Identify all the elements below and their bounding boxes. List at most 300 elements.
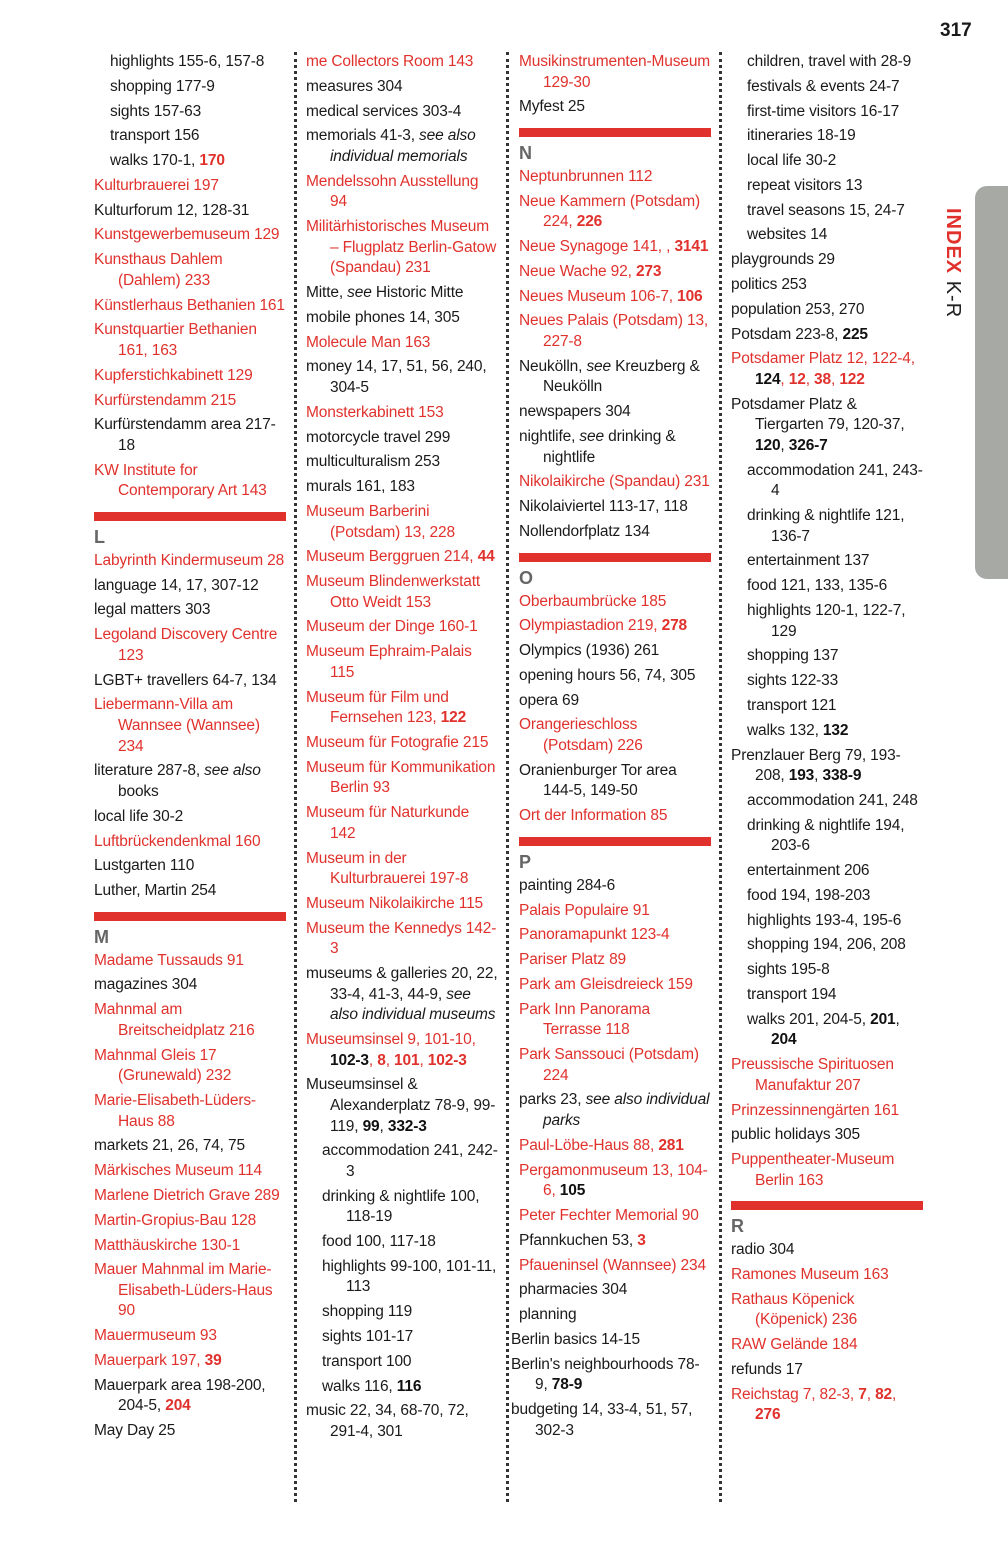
entry-text: entertainment 206 <box>747 862 870 880</box>
entry-text: Potsdamer Platz & Tiergarten 79, 120-37, <box>731 395 905 434</box>
entry-text: Neues Museum 106-7, <box>519 287 678 305</box>
entry-text: Park Inn Panorama Terrasse 118 <box>519 1000 650 1039</box>
page-ref-highlight: 38 <box>814 370 831 388</box>
index-entry <box>94 1091 286 1132</box>
entry-text: parks 23, <box>519 1091 586 1109</box>
entry-text: Potsdamer Platz 12, 122-4, <box>731 350 915 368</box>
index-subentry <box>731 985 923 1006</box>
entry-text: Marlene Dietrich Grave 289 <box>94 1186 280 1204</box>
section-letter: R <box>731 1216 744 1237</box>
entry-text: Mauerpark area 198-200, 204-5, <box>94 1376 266 1415</box>
entry-italic: see <box>347 284 372 302</box>
entry-text: food 100, 117-18 <box>322 1233 436 1251</box>
page-ref-highlight: 7 <box>858 1385 867 1403</box>
index-subentry <box>731 576 923 597</box>
page-ref-highlight: 101 <box>394 1051 420 1069</box>
entry-text: accommodation 241, 242-3 <box>322 1142 498 1180</box>
index-subentry <box>731 151 923 172</box>
index-entry <box>519 641 711 662</box>
entry-italic: see <box>579 428 604 445</box>
section-rule <box>731 1201 923 1210</box>
entry-text: websites 14 <box>747 226 828 244</box>
page-ref-bold: 326-7 <box>788 436 828 454</box>
section-rule <box>519 553 711 562</box>
entry-text: markets 21, 26, 74, 75 <box>94 1137 245 1155</box>
index-entry <box>306 617 498 638</box>
entry-text: Museumsinsel & Alexanderplatz 78-9, 99-119, <box>306 1076 496 1135</box>
entry-text: Olympiastadion 219, <box>519 617 662 635</box>
entry-text: RAW Gelände 184 <box>731 1336 858 1354</box>
index-entry <box>731 325 923 346</box>
index-entry <box>306 126 498 167</box>
entry-text: local life 30-2 <box>747 152 837 170</box>
entry-text: Pariser Platz 89 <box>519 951 627 969</box>
page-ref-highlight: 39 <box>204 1352 222 1370</box>
index-entry <box>519 311 711 352</box>
entry-text: Historic Mitte <box>371 284 464 302</box>
entry-text: Kulturforum 12, 128-31 <box>94 201 250 219</box>
page-ref-bold: 332-3 <box>387 1117 427 1135</box>
entry-text: transport 121 <box>747 696 837 714</box>
entry-text: me Collectors Room 143 <box>306 53 474 70</box>
index-entry <box>94 832 286 853</box>
entry-text: nightlife, <box>519 428 580 445</box>
entry-text: , <box>895 1010 900 1028</box>
index-entry <box>306 52 498 73</box>
entry-text: Nollendorfplatz 134 <box>519 522 650 540</box>
entry-text: food 121, 133, 135-6 <box>747 577 888 595</box>
index-entry <box>519 806 711 827</box>
index-entry <box>94 201 286 222</box>
index-subentry <box>731 671 923 692</box>
index-entry <box>94 225 286 246</box>
index-entry <box>94 625 286 666</box>
entry-text: Panoramapunkt 123-4 <box>519 926 670 944</box>
index-entry <box>519 761 711 802</box>
entry-text: Museum the Kennedys 142-3 <box>306 919 497 958</box>
entry-text: shopping 119 <box>322 1303 413 1321</box>
section-header <box>94 912 286 947</box>
index-subentry <box>731 506 923 547</box>
entry-text: Mauermuseum 93 <box>94 1327 217 1345</box>
entry-text: KW Institute for Contemporary Art 143 <box>94 461 267 500</box>
entry-text: walks 132, <box>747 721 823 739</box>
index-entry <box>306 803 498 844</box>
entry-text: , <box>385 1051 395 1069</box>
index-entry <box>731 1265 923 1286</box>
index-subentry <box>94 52 286 73</box>
index-entry <box>94 1351 286 1372</box>
index-entry <box>306 502 498 543</box>
index-entry <box>519 616 711 637</box>
entry-text: Peter Fechter Memorial 90 <box>519 1206 699 1224</box>
index-subentry <box>94 102 286 123</box>
index-entry <box>519 592 711 613</box>
index-entry <box>94 296 286 317</box>
index-entry <box>519 691 711 712</box>
entry-text: Orangerieschloss (Potsdam) 226 <box>519 716 643 755</box>
entry-text: Liebermann-Villa am Wannsee (Wannsee) 234 <box>94 696 260 755</box>
index-entry <box>731 1101 923 1122</box>
index-entry <box>519 1090 711 1131</box>
page-ref-highlight: 281 <box>658 1136 684 1154</box>
entry-text: memorials 41-3, <box>306 127 420 145</box>
index-entry <box>519 97 711 118</box>
page-ref-bold: 204 <box>771 1031 797 1049</box>
index-entry <box>519 901 711 922</box>
entry-text: drinking & nightlife 194, 203-6 <box>747 816 905 855</box>
section-header <box>519 837 711 872</box>
entry-text: highlights 99-100, 101-11, 113 <box>322 1257 497 1296</box>
section-header <box>94 512 286 547</box>
entry-text: legal matters 303 <box>94 601 211 619</box>
section-rule <box>519 128 711 137</box>
entry-italic: see also <box>204 762 261 780</box>
index-entry <box>519 402 711 423</box>
index-entry <box>306 849 498 890</box>
entry-text: sights 101-17 <box>322 1328 414 1346</box>
index-entry <box>94 1326 286 1347</box>
index-subentry <box>306 1232 498 1253</box>
entry-text: , <box>780 436 789 454</box>
index-entry <box>306 452 498 473</box>
index-entry <box>94 391 286 412</box>
entry-text: Berlin basics 14-15 <box>511 1330 640 1348</box>
page-ref-highlight: 3 <box>637 1231 646 1249</box>
index-entry <box>94 366 286 387</box>
index-entry <box>306 1401 498 1442</box>
index-entry <box>519 1000 711 1041</box>
page-ref-bold: 116 <box>396 1377 422 1395</box>
index-entry <box>519 287 711 308</box>
index-subentry <box>731 551 923 572</box>
entry-text: Monsterkabinett 153 <box>306 403 444 421</box>
page-ref-highlight: 204 <box>165 1397 191 1415</box>
entry-text: sights 122-33 <box>747 672 839 690</box>
index-entry <box>519 167 711 188</box>
entry-text: measures 304 <box>306 77 403 95</box>
section-letter: L <box>94 526 105 547</box>
entry-text: , <box>805 370 815 388</box>
entry-text: Kunstquartier Bethanien 161, 163 <box>94 321 257 359</box>
page-ref-bold: 338-9 <box>822 767 862 785</box>
entry-text: Museum Nikolaikirche 115 <box>306 894 484 912</box>
index-entry <box>519 1045 711 1086</box>
entry-text: , <box>830 370 840 388</box>
index-entry <box>306 403 498 424</box>
entry-text: planning <box>519 1306 577 1324</box>
entry-text: motorcycle travel 299 <box>306 428 451 446</box>
entry-text: sights 195-8 <box>747 961 830 979</box>
entry-text: drinking & nightlife <box>543 428 676 466</box>
index-entry <box>94 1236 286 1257</box>
entry-text: Museum für Fotografie 215 <box>306 733 489 751</box>
index-subentry <box>731 960 923 981</box>
entry-italic: see <box>586 357 611 375</box>
entry-text: Neue Synagoge 141, <box>519 238 667 256</box>
entry-text: Museum für Naturkunde 142 <box>306 804 470 842</box>
entry-text: radio 304 <box>731 1241 795 1259</box>
entry-text: Palais Populaire 91 <box>519 901 650 919</box>
index-entry <box>94 320 286 361</box>
index-entry <box>94 415 286 456</box>
page-ref-highlight: 278 <box>661 617 688 635</box>
index-entry <box>94 975 286 996</box>
entry-text: Museumsinsel 9, 101-10, <box>306 1031 476 1048</box>
index-entry <box>519 357 711 398</box>
index-subentry <box>731 601 923 642</box>
index-subentry <box>731 721 923 742</box>
page-ref-highlight: 122 <box>440 709 467 727</box>
entry-text: Mauerpark 197, <box>94 1352 205 1370</box>
entry-text: , <box>780 370 789 388</box>
index-entry <box>519 925 711 946</box>
index-entry <box>94 951 286 972</box>
index-entry <box>306 283 498 304</box>
entry-text: painting 284-6 <box>519 876 616 894</box>
index-entry <box>731 1240 923 1261</box>
index-subentry <box>306 1257 498 1298</box>
entry-text: Künstlerhaus Bethanien 161 <box>94 296 285 314</box>
entry-text: Luther, Martin 254 <box>94 882 217 900</box>
page-ref-highlight: 276 <box>755 1406 781 1424</box>
index-entry <box>94 600 286 621</box>
section-header <box>519 553 711 588</box>
entry-text: Ort der Information 85 <box>519 807 668 825</box>
page-ref-highlight: 226 <box>576 213 603 231</box>
entry-text: Museum für Kommunikation Berlin 93 <box>306 758 496 797</box>
index-entry <box>519 1231 711 1252</box>
index-entry <box>306 308 498 329</box>
entry-text: Kurfürstendamm area 217-18 <box>94 416 276 454</box>
entry-text: Museum in der Kulturbrauerei 197-8 <box>306 849 469 888</box>
entry-text: politics 253 <box>731 276 807 294</box>
entry-text: Neues Palais (Potsdam) 13, 227-8 <box>519 312 709 351</box>
index-entry <box>94 176 286 197</box>
entry-text: Mauer Mahnmal im Marie-Elisabeth-Lüders-Haus 90 <box>94 1261 273 1320</box>
entry-text: Neue Kammern (Potsdam) 224, <box>519 192 701 231</box>
entry-text: , <box>866 1385 876 1403</box>
index-column-2 <box>306 52 498 1447</box>
entry-text: Nikolaikirche (Spandau) 231 <box>519 473 710 491</box>
entry-text: opening hours 56, 74, 305 <box>519 666 696 684</box>
entry-text: Museum der Dinge 160-1 <box>306 618 478 636</box>
section-tab-label <box>940 208 964 328</box>
index-subentry <box>731 225 923 246</box>
index-entry <box>94 250 286 291</box>
index-entry <box>519 715 711 756</box>
index-subentry <box>731 696 923 717</box>
page-ref-bold: 99 <box>362 1117 380 1135</box>
index-subentry <box>731 52 923 73</box>
index-entry <box>306 894 498 915</box>
entry-text: Prenzlauer Berg 79, 193-208, <box>731 746 901 785</box>
entry-text: LGBT+ travellers 64-7, 134 <box>94 671 277 689</box>
entry-italic: see also individual memorials <box>330 127 476 165</box>
index-entry <box>519 950 711 971</box>
entry-italic: see also individual museums <box>330 985 496 1024</box>
entry-text: children, travel with 28-9 <box>747 53 912 70</box>
page-ref-highlight: 122 <box>839 370 865 388</box>
tab-range-label: K-R <box>942 280 964 319</box>
entry-text: mobile phones 14, 305 <box>306 308 460 326</box>
index-entry <box>519 472 711 493</box>
index-entry <box>519 192 711 233</box>
entry-text: magazines 304 <box>94 976 198 994</box>
entry-text: museums & galleries 20, 22, 33-4, 41-3, 44-9, <box>306 965 498 1003</box>
index-entry <box>94 461 286 502</box>
index-subentry <box>94 126 286 147</box>
entry-text: Matthäuskirche 130-1 <box>94 1236 241 1254</box>
entry-text: Martin-Gropius-Bau 128 <box>94 1211 257 1229</box>
index-entry <box>94 807 286 828</box>
index-entry <box>731 1290 923 1331</box>
entry-text: , <box>666 238 675 256</box>
section-header <box>731 1201 923 1236</box>
index-entry <box>519 975 711 996</box>
index-entry <box>731 300 923 321</box>
index-entry <box>94 671 286 692</box>
tab-index-label: INDEX <box>942 208 964 275</box>
entry-text: , <box>368 1051 378 1069</box>
entry-text: first-time visitors 16-17 <box>747 102 900 120</box>
index-entry <box>519 1305 711 1326</box>
entry-text: music 22, 34, 68-70, 72, 291-4, 301 <box>306 1402 469 1440</box>
index-entry <box>306 102 498 123</box>
entry-text: Neue Wache 92, <box>519 262 636 280</box>
index-subentry <box>306 1302 498 1323</box>
entry-italic: see also individual parks <box>543 1091 710 1130</box>
index-column-4 <box>731 52 923 1430</box>
entry-text: , <box>379 1117 388 1135</box>
entry-text: food 194, 198-203 <box>747 886 871 904</box>
index-entry <box>306 642 498 683</box>
index-column-3 <box>511 52 711 1445</box>
index-entry <box>731 1335 923 1356</box>
section-letter: M <box>94 926 109 947</box>
entry-text: Luftbrückendenkmal 160 <box>94 832 261 850</box>
entry-text: Puppentheater-Museum Berlin 163 <box>731 1151 895 1189</box>
entry-text: population 253, 270 <box>731 300 865 318</box>
index-entry <box>94 1161 286 1182</box>
entry-text: budgeting 14, 33-4, 51, 57, 302-3 <box>511 1401 693 1439</box>
entry-text: Museum Blindenwerkstatt Otto Weidt 153 <box>306 573 481 611</box>
entry-text: newspapers 304 <box>519 403 631 421</box>
entry-text: drinking & nightlife 121, 136-7 <box>747 507 905 545</box>
entry-text: Musikinstrumenten-Museum 129-30 <box>519 53 711 91</box>
entry-text: walks 116, <box>322 1377 397 1395</box>
page-ref-bold: 132 <box>822 721 849 739</box>
entry-text: Museum Ephraim-Palais 115 <box>306 643 472 681</box>
entry-text: Prinzessinnengärten 161 <box>731 1101 900 1119</box>
page-ref-bold: 124 <box>755 370 781 388</box>
index-subentry <box>731 102 923 123</box>
entry-text: Pergamonmuseum 13, 104-6, <box>519 1161 708 1200</box>
index-subentry <box>731 461 923 502</box>
entry-text: Pfaueninsel (Wannsee) 234 <box>519 1256 706 1274</box>
index-entry <box>306 333 498 354</box>
index-subentry <box>731 1010 923 1051</box>
entry-text: Rathaus Köpenick (Köpenick) 236 <box>731 1290 858 1329</box>
index-entry <box>306 964 498 1026</box>
column-divider <box>294 52 297 1502</box>
entry-text: travel seasons 15, 24-7 <box>747 201 905 219</box>
index-entry <box>306 477 498 498</box>
index-subentry <box>306 1352 498 1373</box>
index-entry <box>94 881 286 902</box>
entry-text: itineraries 18-19 <box>747 127 856 145</box>
index-entry <box>519 876 711 897</box>
index-entry <box>94 761 286 802</box>
index-entry <box>731 1125 923 1146</box>
entry-text: transport 194 <box>747 985 837 1003</box>
entry-text: highlights 120-1, 122-7, 129 <box>747 602 906 640</box>
page-ref-highlight: 170 <box>199 152 225 170</box>
entry-text: Legoland Discovery Centre 123 <box>94 626 278 664</box>
entry-text: refunds 17 <box>731 1360 803 1378</box>
section-header <box>519 128 711 163</box>
entry-text: Museum für Film und Fernsehen 123, <box>306 688 449 727</box>
entry-text: Kunsthaus Dahlem (Dahlem) 233 <box>94 251 223 289</box>
page-ref-highlight: 3 <box>674 238 683 256</box>
entry-text: Militärhistorisches Museum – Flugplatz Berlin-Gatow (Spandau) 231 <box>306 218 497 277</box>
index-entry <box>94 1260 286 1322</box>
entry-text: Oberbaumbrücke 185 <box>519 592 667 610</box>
index-subentry <box>511 1355 711 1396</box>
entry-text: Kunstgewerbemuseum 129 <box>94 226 280 244</box>
page-ref-highlight: 106 <box>677 287 703 305</box>
index-entry <box>519 1256 711 1277</box>
entry-text: Preussische Spirituosen Manufaktur 207 <box>731 1056 894 1094</box>
index-entry <box>731 395 923 457</box>
entry-text: Molecule Man 163 <box>306 333 431 351</box>
page-ref-bold: 78-9 <box>551 1376 583 1394</box>
index-subentry <box>731 126 923 147</box>
entry-text: shopping 177-9 <box>110 77 215 95</box>
entry-text: Museum Berggruen 214, <box>306 548 478 566</box>
index-entry <box>306 572 498 613</box>
page-ref-highlight: 82 <box>875 1385 893 1403</box>
page-ref-bold: 102-3 <box>330 1051 369 1069</box>
index-subentry <box>94 77 286 98</box>
index-entry <box>306 217 498 279</box>
entry-text: Oranienburger Tor area 144-5, 149-50 <box>519 761 677 800</box>
entry-text: Reichstag 7, 82-3, <box>731 1385 859 1403</box>
page-number: 317 <box>940 20 972 41</box>
column-divider <box>506 52 509 1502</box>
entry-text: Park Sanssouci (Potsdam) 224 <box>519 1046 699 1084</box>
entry-text: Mahnmal Gleis 17 (Grunewald) 232 <box>94 1046 232 1085</box>
index-entry <box>306 733 498 754</box>
index-entry <box>94 1376 286 1417</box>
index-entry <box>519 262 711 283</box>
entry-text: Myfest 25 <box>519 98 585 116</box>
entry-text: Neukölln, <box>519 357 587 375</box>
page-ref-bold: 120 <box>755 436 781 454</box>
entry-text: Neptunbrunnen 112 <box>519 167 653 185</box>
index-entry <box>94 1421 286 1442</box>
index-entry <box>731 250 923 271</box>
index-entry <box>94 695 286 757</box>
entry-text: Kupferstichkabinett 129 <box>94 366 253 384</box>
entry-text: Kulturbrauerei 197 <box>94 176 219 194</box>
index-entry <box>519 1136 711 1157</box>
index-entry <box>519 666 711 687</box>
page-ref-highlight: 102-3 <box>427 1051 467 1069</box>
page-ref-highlight: 8 <box>377 1051 386 1069</box>
index-entry <box>94 1046 286 1087</box>
entry-text: Marie-Elisabeth-Lüders-Haus 88 <box>94 1092 256 1130</box>
